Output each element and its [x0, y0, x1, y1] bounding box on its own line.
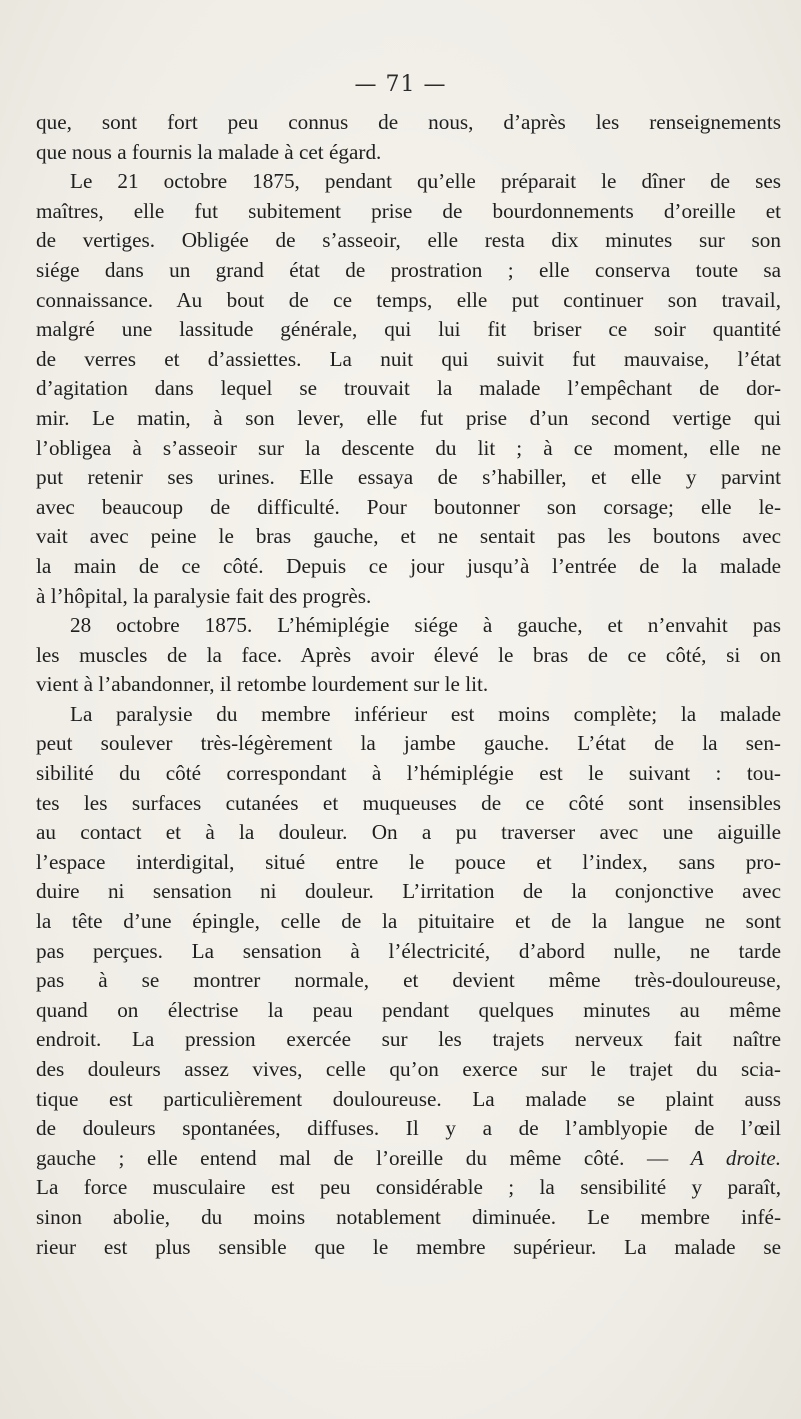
text-line: à l’hôpital, la paralysie fait des progrès. — [36, 583, 372, 608]
text-line: peut soulever très-légèrement la jambe gauche. L’état de la sen- — [36, 731, 781, 756]
text-line-with-italic — [36, 1144, 781, 1174]
body-text — [36, 108, 781, 1262]
text-line: les muscles de la face. Après avoir élevé le bras de ce côté, si on — [36, 642, 781, 667]
text-line: vait avec peine le bras gauche, et ne sentait pas les boutons avec — [36, 524, 781, 549]
text-line: put retenir ses urines. Elle essaya de s’habiller, et elle y parvint — [36, 465, 781, 490]
page-number: — 71 — — [354, 72, 447, 97]
text-line: quand on électrise la peau pendant quelques minutes au même — [36, 997, 781, 1022]
text-line: de verres et d’assiettes. La nuit qui suivit fut mauvaise, l’état — [36, 346, 781, 371]
text-line: siége dans un grand état de prostration ; elle conserva toute sa — [36, 257, 781, 282]
text-line: des douleurs assez vives, celle qu’on exerce sur le trajet du scia- — [36, 1057, 781, 1081]
text-line-segment: gauche ; elle entend mal de l’oreille du même côté. — — [36, 1145, 691, 1170]
text-line: endroit. La pression exercée sur les trajets nerveux fait naître — [36, 1027, 781, 1052]
text-line: rieur est plus sensible que le membre supérieur. La malade se — [36, 1234, 781, 1259]
text-line: avec beaucoup de difficulté. Pour boutonner son corsage; elle le- — [36, 494, 781, 519]
text-line: La paralysie du membre inférieur est moins complète; la malade — [70, 701, 781, 726]
text-line: 28 octobre 1875. L’hémiplégie siége à gauche, et n’envahit pas — [70, 613, 781, 638]
italic-heading: A droite. — [690, 1145, 781, 1170]
text-line: que, sont fort peu connus de nous, d’après les renseignements — [36, 110, 781, 134]
text-line: pas à se montrer normale, et devient même très-douloureuse, — [36, 968, 781, 993]
text-line: duire ni sensation ni douleur. L’irritation de la conjonctive avec — [36, 879, 781, 904]
text-line: l’espace interdigital, situé entre le pouce et l’index, sans pro- — [36, 849, 781, 874]
text-line: vient à l’abandonner, il retombe lourdement sur le lit. — [36, 672, 489, 697]
text-line: de vertiges. Obligée de s’asseoir, elle resta dix minutes sur son — [36, 228, 781, 253]
text-line: La force musculaire est peu considérable ; la sensibilité y paraît, — [36, 1175, 781, 1200]
text-line: Le 21 octobre 1875, pendant qu’elle préparait le dîner de ses — [70, 169, 781, 194]
text-line: au contact et à la douleur. On a pu traverser avec une aiguille — [36, 820, 781, 845]
text-line: pas perçues. La sensation à l’électricité, d’abord nulle, ne tarde — [36, 938, 781, 963]
text-line: sinon abolie, du moins notablement diminuée. Le membre infé- — [36, 1204, 781, 1229]
text-line: mir. Le matin, à son lever, elle fut prise d’un second vertige qui — [36, 405, 781, 430]
text-line: malgré une lassitude générale, qui lui fit briser ce soir quantité — [36, 317, 781, 342]
text-line: tique est particulièrement douloureuse. La malade se plaint auss — [36, 1086, 781, 1111]
text-line: de douleurs spontanées, diffuses. Il y a de l’amblyopie de l’œil — [36, 1116, 781, 1141]
text-line: la tête d’une épingle, celle de la pituitaire et de la langue ne sont — [36, 909, 781, 934]
text-line: connaissance. Au bout de ce temps, elle put continuer son travail, — [36, 287, 781, 312]
text-line: tes les surfaces cutanées et muqueuses de ce côté sont insensibles — [36, 790, 781, 815]
text-line: la main de ce côté. Depuis ce jour jusqu’à l’entrée de la malade — [36, 553, 781, 578]
text-line: l’obligea à s’asseoir sur la descente du lit ; à ce moment, elle ne — [36, 435, 781, 460]
text-line: d’agitation dans lequel se trouvait la malade l’empêchant de dor- — [36, 376, 781, 401]
text-line: que nous a fournis la malade à cet égard. — [36, 139, 382, 164]
text-line: sibilité du côté correspondant à l’hémiplégie est le suivant : tou- — [36, 761, 781, 786]
text-line: maîtres, elle fut subitement prise de bourdonnements d’oreille et — [36, 198, 781, 223]
